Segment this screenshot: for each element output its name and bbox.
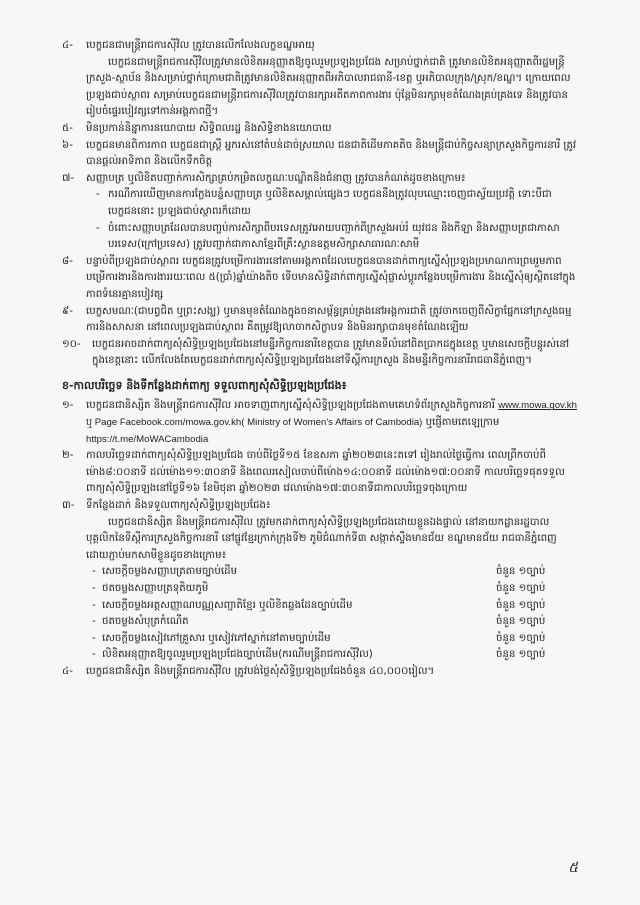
- document-count: ចំនួន ១ច្បាប់: [496, 632, 546, 644]
- document-name: សេចក្តីចម្លងសៀវភៅគ្រួសារ ឬសៀវភៅស្នាក់នៅតាមច្បាប់ដើម: [102, 632, 331, 644]
- item-text: បេក្ខជនជាមន្រ្តីរាជការស៊ីវិល ត្រូវបានលើកលែងលក្ខខណ្ឌអាយុ: [86, 40, 315, 51]
- document-count: ចំនួន ១ច្បាប់: [496, 649, 546, 661]
- application-list: [62, 398, 580, 680]
- item-text: សញ្ញាបត្រ ឬលិខិតបញ្ជាក់ការសិក្សាគ្រប់កម្រិតលក្ខណៈបណ្ឌិតនិងជំនាញ ត្រូវបានកំណត់ដូចខាងក្រោម៖: [86, 172, 466, 184]
- document-name-wrap: [92, 614, 496, 631]
- required-documents-list: [92, 564, 580, 664]
- website-link[interactable]: www.mowa.gov.kh: [498, 400, 577, 412]
- item-a10: [62, 337, 580, 370]
- dash-bullet: -: [92, 649, 96, 661]
- item-b1: [62, 398, 580, 448]
- item-number: ៤-: [62, 40, 73, 51]
- document-count: ចំនួន ១ច្បាប់: [496, 616, 546, 628]
- sub-item: [96, 221, 580, 254]
- list-item: [92, 581, 580, 598]
- item-text: បេក្ខជនជានិស្សិត និងមន្ត្រីរាជការស៊ីវិល ត្រូវបង់ថ្លៃសុំសិទ្ធិប្រឡងប្រជែងចំនួន ៤០,០០០រៀល។: [86, 665, 435, 677]
- document-count: ចំនួន ១ច្បាប់: [496, 583, 546, 594]
- item-number: ៥-: [62, 122, 73, 134]
- dash-bullet: -: [92, 599, 96, 611]
- item-text: កាលបរិច្ឆេទដាក់ពាក្យសុំសិទ្ធិប្រឡងប្រជែង ចាប់ពីថ្ងៃទី១៥ ខែឧសភា ឆ្នាំ២០២៣នេះតទៅ រៀងរាល់ថ្ងៃធ្វើការ ពេលព្រឹកចាប់ពីម៉ោង៨:០០នាទី ដល់ម៉ោង១១:៣០នាទី និងពេលរសៀលចាប់ពីម៉ោង១៤:០០នាទី ដល់ម៉ោង១៧:០០នាទី កាលបរិច្ឆេទផុតទទួលពាក្យសុំសិទ្ធិប្រឡងនៅថ្ងៃទី១៦ ខែមិថុនា ឆ្នាំ២០២៣ វេលាម៉ោង១៧:៣០នាទីជាកាលបរិច្ឆេទចុងក្រោយ: [86, 450, 565, 495]
- sub-item-text: ករណីការឃើញមានការក្លែងបន្លំសញ្ញាបត្រ ឬលិខិតសម្គាល់ផ្សេងៗ បេក្ខជននឹងត្រូវលុបឈ្មោះចេញជាស្វ័យប្រវត្តិ ទោះបីជាបេក្ខជននោះ ប្រឡងជាប់ស្ថាពរក៏ដោយ: [108, 189, 552, 217]
- item-text: បេក្ខសមណៈ(ជាបព្វជិត ឬព្រះសង្ឃ) ឬមានមុខតំណែងក្នុងចនាសម្ព័ន្ធគ្រប់គ្រងនៅអង្គការជាតិ ត្រូវចាកចេញពីសិក្ខាផ្នែកនៅក្រសួងធម្មការនិងសាសនា នៅពេលប្រឡងជាប់ស្ថាពរ គឺតម្រូវឱ្យលាចាកសិក្ខាបទ និងមិនរក្សាបានមុខតំណែងឡើយ: [86, 305, 572, 334]
- document-name: សេចក្តីចម្លងសញ្ញាបត្រតាមច្បាប់ដើម: [102, 566, 238, 578]
- document-name-wrap: [92, 631, 496, 648]
- item-b4: [62, 664, 580, 681]
- list-item: [92, 631, 580, 648]
- item-text: បេក្ខជនជានិស្សិត និងមន្ត្រីរាជការស៊ីវិល អាចទាញពាក្យស្នើសុំសិទ្ធិប្រឡងប្រជែងតាមគេហទំព័រក្រសួងកិច្ចការនារី: [86, 400, 495, 412]
- item-a6: [62, 138, 580, 171]
- item-number: ៦-: [62, 139, 73, 151]
- item-number: ៩-: [62, 305, 73, 317]
- item-number: ៤-: [62, 665, 73, 677]
- item-a5: [62, 121, 580, 138]
- item-a4: [62, 38, 580, 121]
- document-name-wrap: [92, 564, 496, 581]
- section-heading: ខ-កាលបរិច្ឆេទ និងទីកន្លែងដាក់ពាក្យ ទទួលពាក្យសុំសិទ្ធិប្រឡងប្រជែង៖: [62, 378, 347, 392]
- document-count: ចំនួន ១ច្បាប់: [496, 599, 546, 611]
- sub-item: [96, 187, 580, 220]
- document-name: សេចក្តីចម្លងអត្តសញ្ញាណបណ្ណសញ្ជាតិខ្មែរ ឬលិខិតឆ្លងដែនច្បាប់ដើម: [102, 599, 353, 611]
- item-continuation: បេក្ខជនជាមន្រ្តីរាជការស៊ីវិលត្រូវមានលិខិតអនុញ្ញាតឱ្យចូលរួមប្រឡងប្រជែង សម្រាប់ថ្នាក់ជាតិ ត្រូវមានលិខិតអនុញ្ញាតពីរដ្ឋមន្ត្រីក្រសួង-ស្ថាប័ន និងសម្រាប់ថ្នាក់ក្រោមជាតិត្រូវមានលិខិតអនុញ្ញាតពីអភិបាលរាជធានី-ខេត្ត ឬអភិបាលក្រុង/ស្រុក/ខណ្ឌ។ ក្រោយពេលប្រឡងជាប់ស្ថាពរ សម្រាប់បេក្ខជនជាមន្ត្រីរាជការស៊ីវិលត្រូវបានរក្សាអតីតភាពការងារ ប៉ុន្តែមិនរក្សាមុខតំណែងគ្រប់គ្រងទេ និងត្រូវបានរៀបចំផ្ទេរបៀវត្សទៅកាន់អង្គភាពថ្មី។: [86, 56, 571, 118]
- item-text: មិនប្រកាន់និន្នាការនយោបាយ សិទ្ធិពលរដ្ឋ និងសិទ្ធិខាងនយោបាយ: [86, 122, 332, 134]
- document-name: លិខិតអនុញ្ញាតឱ្យចូលរួមប្រឡងប្រជែងច្បាប់ដើម(ករណីមន្ត្រីរាជការស៊ីវិល): [102, 649, 373, 661]
- item-number: ២-: [62, 450, 74, 462]
- document-name-wrap: [92, 581, 496, 598]
- list-item: [92, 564, 580, 581]
- dash-bullet: -: [96, 222, 100, 234]
- document-name-wrap: [92, 647, 496, 664]
- item-b2: [62, 448, 580, 498]
- item-a8: [62, 254, 580, 304]
- item-text: បន្ទាប់ពីប្រឡងជាប់ស្ថាពរ បេក្ខជនត្រូវបម្រើការងារនៅតាមអង្គភាពដែលបេក្ខជនបានដាក់ពាក្យស្នើសុំប្រឡងប្រមាណការព្រមរួមភាពបម្រើការងារនិងការងាររយៈពេល ៥(ប្រាំ)ឆ្នាំយ៉ាងតិច ទើបមានសិទ្ធិដាក់ពាក្យស្នើសុំផ្លាស់ប្តូរកន្លែងបម្រើការងារ និងស្នើសុំឲ្យស្ថិតនៅក្នុងភាពទំនេរគ្មានបៀវត្ស: [86, 255, 576, 300]
- dash-bullet: -: [96, 189, 100, 201]
- item-body: [86, 398, 580, 448]
- eligibility-list: [62, 38, 580, 370]
- item-text: បេក្ខជនមានពិការភាព បេក្ខជនជាស្ត្រី អ្នករស់នៅតំបន់ដាច់ស្រយាល ជនជាតិដើមភាគតិច និងមន្ត្រីជាប់កិច្ចសន្យាក្រសួងកិច្ចការនារី ត្រូវបានផ្តល់អាទិភាព និងលើកទឹកចិត្ត: [86, 139, 577, 168]
- item-number: ១០-: [62, 338, 81, 350]
- item-a7: [62, 171, 580, 254]
- item-number: ៣-: [62, 500, 75, 512]
- dash-bullet: -: [92, 616, 96, 628]
- item-number: ៧-: [62, 172, 75, 184]
- dash-bullet: -: [92, 583, 96, 594]
- dash-bullet: -: [92, 632, 96, 644]
- item-a9: [62, 304, 580, 337]
- document-name: ថតចម្លងសំបុត្រកំណើត: [102, 616, 189, 628]
- item-text: ទីកន្លែងដាក់ និងទទួលពាក្យសុំសិទ្ធិប្រឡងប្រជែង៖: [86, 500, 271, 512]
- list-item: [92, 614, 580, 631]
- item-text: បេក្ខជនអាចដាក់ពាក្យសុំសិទ្ធិប្រឡងប្រជែងនៅមន្ទីរកិច្ចការនារីខេត្តបាន ត្រូវមានទីលំនៅពិតប្រាកដក្នុងខេត្ត ឬមានសេចក្តីបន្តូរស់នៅក្នុងខេត្តនោះ លើកលែងតែបេក្ខជនដាក់ពាក្យសុំសិទ្ធិប្រឡងប្រជែងនៅទីស្តីការក្រសួង និងមន្ទីរកិច្ចការនារីរាជធានីភ្នំពេញ។: [92, 338, 570, 367]
- telegram-link[interactable]: https://t.me/MoWACambodia: [86, 433, 209, 445]
- telegram-label: ឬផ្ញើតាមតេឡេក្រាម: [425, 417, 500, 429]
- dash-bullet: -: [92, 566, 96, 578]
- item-continuation: បេក្ខជនជានិស្សិត និងមន្ត្រីរាជការស៊ីវិល ត្រូវមកដាក់ពាក្យសុំសិទ្ធិប្រឡងប្រជែងដោយខ្លួនឯងផ្ទាល់ នៅនាយកដ្ឋានរដ្ឋបាល បុគ្គលិកនៃទីស្តីការក្រសួងកិច្ចការនារី នៅផ្លូវខ្មែរក្រាក់ក្រុងទី២ ភូមិជំណាក់ទី៣ សង្កាត់ស្ទឹងមានជ័យ ខណ្ឌមានជ័យ រាជធានីភ្នំពេញ ដោយភ្ជាប់មកសាមីខ្លួនដូចខាងក្រោម៖: [86, 516, 557, 561]
- list-item: [92, 598, 580, 615]
- page-number: ៥: [568, 860, 578, 877]
- document-count: ចំនួន ១ច្បាប់: [496, 566, 546, 578]
- item-b3: [62, 498, 580, 664]
- document-name: ថតចម្លងសញ្ញាបត្រទុតិយភូមិ: [102, 583, 209, 594]
- item-number: ១-: [62, 400, 74, 412]
- sub-item-text: ចំពោះសញ្ញាបត្រដែលបានបញ្ចប់ការសិក្សាពីបរទេសត្រូវអោយបញ្ជាក់ពីក្រសួងអប់រំ យុវជន និងកីឡា និងសញ្ញាបត្រជាភាសាបរទេស(ក្រៅប្រទេស) ត្រូវបញ្ជាក់ជាភាសាខ្មែរពីគ្រឹះស្ថានឧត្តមសិក្សាសាធារណៈសាមី: [108, 222, 560, 251]
- list-item: [92, 647, 580, 664]
- item-number: ៨-: [62, 255, 73, 267]
- facebook-page-text: ឬ Page Facebook.com/mowa.gov.kh( Ministry of Women's Affairs of Cambodia): [86, 417, 423, 429]
- document-name-wrap: [92, 598, 496, 615]
